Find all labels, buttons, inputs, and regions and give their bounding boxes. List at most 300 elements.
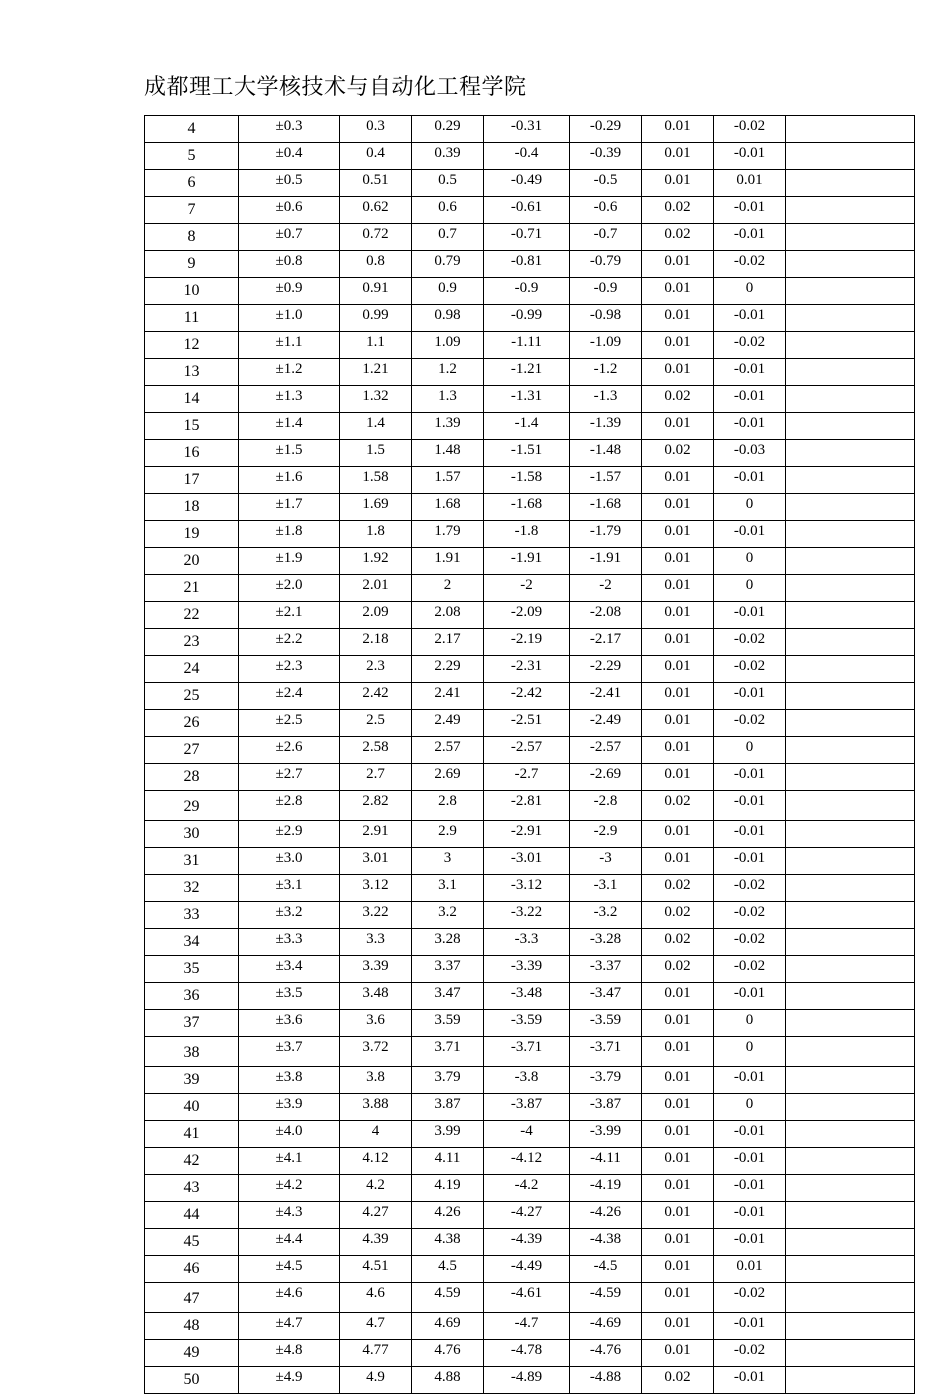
value-cell: 3.39 (340, 956, 412, 983)
value-cell: 3.79 (412, 1067, 484, 1094)
empty-cell (786, 1256, 915, 1283)
value-cell: 3.22 (340, 902, 412, 929)
value-cell: -2.17 (570, 629, 642, 656)
range-cell: ±2.0 (239, 575, 340, 602)
table-row (145, 848, 915, 875)
table-row (145, 548, 915, 575)
value-cell: 0.91 (340, 278, 412, 305)
table-row (145, 116, 915, 143)
error-cell: 0.01 (642, 1010, 714, 1037)
value-cell: 1.79 (412, 521, 484, 548)
range-cell: ±1.0 (239, 305, 340, 332)
value-cell: -0.29 (570, 116, 642, 143)
table-row (145, 386, 915, 413)
value-cell: -4.2 (484, 1175, 570, 1202)
value-cell: 0.6 (412, 197, 484, 224)
value-cell: 2.82 (340, 791, 412, 821)
value-cell: -3 (570, 848, 642, 875)
value-cell: 3.12 (340, 875, 412, 902)
error-cell: 0 (714, 494, 786, 521)
table-row (145, 1367, 915, 1394)
error-cell: 0.01 (642, 710, 714, 737)
row-index: 39 (145, 1067, 239, 1094)
error-cell: 0.01 (642, 656, 714, 683)
row-index: 50 (145, 1367, 239, 1394)
table-row (145, 521, 915, 548)
empty-cell (786, 737, 915, 764)
empty-cell (786, 521, 915, 548)
value-cell: -3.28 (570, 929, 642, 956)
range-cell: ±2.1 (239, 602, 340, 629)
value-cell: -1.48 (570, 440, 642, 467)
error-cell: 0.01 (714, 170, 786, 197)
error-cell: 0.01 (714, 1256, 786, 1283)
error-cell: 0.01 (642, 1340, 714, 1367)
error-cell: 0.01 (642, 332, 714, 359)
error-cell: -0.02 (714, 629, 786, 656)
range-cell: ±4.5 (239, 1256, 340, 1283)
value-cell: 4.77 (340, 1340, 412, 1367)
value-cell: 3.8 (340, 1067, 412, 1094)
row-index: 24 (145, 656, 239, 683)
value-cell: 4.39 (340, 1229, 412, 1256)
value-cell: -2.9 (570, 821, 642, 848)
row-index: 43 (145, 1175, 239, 1202)
value-cell: 2.69 (412, 764, 484, 791)
table-row (145, 1175, 915, 1202)
value-cell: 1.68 (412, 494, 484, 521)
value-cell: 3.37 (412, 956, 484, 983)
value-cell: -3.99 (570, 1121, 642, 1148)
error-cell: 0.01 (642, 821, 714, 848)
value-cell: -4.69 (570, 1313, 642, 1340)
value-cell: 2.7 (340, 764, 412, 791)
value-cell: -1.4 (484, 413, 570, 440)
error-cell: 0.02 (642, 386, 714, 413)
value-cell: 4.76 (412, 1340, 484, 1367)
error-cell: 0.02 (642, 929, 714, 956)
value-cell: 0.29 (412, 116, 484, 143)
value-cell: 3.6 (340, 1010, 412, 1037)
value-cell: -4.27 (484, 1202, 570, 1229)
value-cell: 1.58 (340, 467, 412, 494)
row-index: 20 (145, 548, 239, 575)
error-cell: 0.01 (642, 494, 714, 521)
empty-cell (786, 1283, 915, 1313)
empty-cell (786, 359, 915, 386)
value-cell: 3.28 (412, 929, 484, 956)
empty-cell (786, 575, 915, 602)
value-cell: 2.49 (412, 710, 484, 737)
value-cell: -0.61 (484, 197, 570, 224)
value-cell: -2 (484, 575, 570, 602)
value-cell: -4.12 (484, 1148, 570, 1175)
row-index: 49 (145, 1340, 239, 1367)
table-row (145, 1313, 915, 1340)
error-cell: 0.01 (642, 1202, 714, 1229)
value-cell: -4.89 (484, 1367, 570, 1394)
value-cell: 4.88 (412, 1367, 484, 1394)
table-row (145, 440, 915, 467)
value-cell: 1.8 (340, 521, 412, 548)
row-index: 10 (145, 278, 239, 305)
empty-cell (786, 683, 915, 710)
value-cell: -2.57 (570, 737, 642, 764)
error-cell: -0.01 (714, 1121, 786, 1148)
value-cell: -2.19 (484, 629, 570, 656)
error-cell: 0.01 (642, 1313, 714, 1340)
error-cell: 0.01 (642, 1229, 714, 1256)
error-cell: -0.02 (714, 956, 786, 983)
value-cell: 0.72 (340, 224, 412, 251)
value-cell: -2.31 (484, 656, 570, 683)
empty-cell (786, 791, 915, 821)
value-cell: 1.21 (340, 359, 412, 386)
error-cell: -0.01 (714, 683, 786, 710)
value-cell: 2.5 (340, 710, 412, 737)
value-cell: 2.18 (340, 629, 412, 656)
error-cell: 0.01 (642, 602, 714, 629)
range-cell: ±0.6 (239, 197, 340, 224)
row-index: 38 (145, 1037, 239, 1067)
error-cell: -0.01 (714, 359, 786, 386)
value-cell: -1.21 (484, 359, 570, 386)
range-cell: ±1.6 (239, 467, 340, 494)
empty-cell (786, 467, 915, 494)
range-cell: ±0.9 (239, 278, 340, 305)
value-cell: -4.39 (484, 1229, 570, 1256)
range-cell: ±4.7 (239, 1313, 340, 1340)
error-cell: -0.01 (714, 143, 786, 170)
error-cell: -0.01 (714, 1148, 786, 1175)
error-cell: 0.01 (642, 1037, 714, 1067)
range-cell: ±1.9 (239, 548, 340, 575)
row-index: 18 (145, 494, 239, 521)
range-cell: ±1.3 (239, 386, 340, 413)
value-cell: 4.11 (412, 1148, 484, 1175)
empty-cell (786, 929, 915, 956)
value-cell: -3.12 (484, 875, 570, 902)
value-cell: -0.71 (484, 224, 570, 251)
error-cell: -0.02 (714, 1340, 786, 1367)
error-cell: 0.01 (642, 848, 714, 875)
range-cell: ±3.8 (239, 1067, 340, 1094)
error-cell: -0.01 (714, 1313, 786, 1340)
value-cell: -1.8 (484, 521, 570, 548)
value-cell: 2.29 (412, 656, 484, 683)
value-cell: 3.99 (412, 1121, 484, 1148)
range-cell: ±4.4 (239, 1229, 340, 1256)
value-cell: 2.3 (340, 656, 412, 683)
range-cell: ±1.5 (239, 440, 340, 467)
value-cell: -2.91 (484, 821, 570, 848)
value-cell: -4.78 (484, 1340, 570, 1367)
value-cell: -0.49 (484, 170, 570, 197)
value-cell: 1.09 (412, 332, 484, 359)
empty-cell (786, 305, 915, 332)
error-cell: 0.01 (642, 983, 714, 1010)
value-cell: 3.88 (340, 1094, 412, 1121)
value-cell: 1.2 (412, 359, 484, 386)
error-cell: 0.02 (642, 956, 714, 983)
row-index: 8 (145, 224, 239, 251)
value-cell: -3.87 (484, 1094, 570, 1121)
value-cell: 1.92 (340, 548, 412, 575)
value-cell: -1.39 (570, 413, 642, 440)
error-cell: 0 (714, 1037, 786, 1067)
row-index: 22 (145, 602, 239, 629)
error-cell: 0.02 (642, 440, 714, 467)
range-cell: ±3.3 (239, 929, 340, 956)
value-cell: -4.61 (484, 1283, 570, 1313)
error-cell: 0.02 (642, 791, 714, 821)
empty-cell (786, 251, 915, 278)
value-cell: 0.9 (412, 278, 484, 305)
value-cell: 4.51 (340, 1256, 412, 1283)
table-row (145, 875, 915, 902)
row-index: 14 (145, 386, 239, 413)
error-cell: -0.02 (714, 710, 786, 737)
value-cell: 4.27 (340, 1202, 412, 1229)
value-cell: 4.12 (340, 1148, 412, 1175)
row-index: 33 (145, 902, 239, 929)
empty-cell (786, 1175, 915, 1202)
value-cell: -1.51 (484, 440, 570, 467)
range-cell: ±3.7 (239, 1037, 340, 1067)
value-cell: 4 (340, 1121, 412, 1148)
empty-cell (786, 902, 915, 929)
value-cell: 4.5 (412, 1256, 484, 1283)
value-cell: 4.26 (412, 1202, 484, 1229)
error-cell: 0.02 (642, 902, 714, 929)
range-cell: ±3.5 (239, 983, 340, 1010)
empty-cell (786, 1121, 915, 1148)
value-cell: 3.3 (340, 929, 412, 956)
error-cell: 0.01 (642, 1283, 714, 1313)
row-index: 5 (145, 143, 239, 170)
error-cell: 0.02 (642, 197, 714, 224)
table-row (145, 575, 915, 602)
error-cell: -0.02 (714, 875, 786, 902)
error-cell: 0.01 (642, 278, 714, 305)
error-cell: -0.02 (714, 656, 786, 683)
value-cell: 2.01 (340, 575, 412, 602)
range-cell: ±1.8 (239, 521, 340, 548)
error-cell: 0.01 (642, 467, 714, 494)
error-cell: 0.01 (642, 764, 714, 791)
table-row (145, 1148, 915, 1175)
row-index: 46 (145, 1256, 239, 1283)
empty-cell (786, 143, 915, 170)
value-cell: 4.7 (340, 1313, 412, 1340)
value-cell: 3.01 (340, 848, 412, 875)
value-cell: -3.2 (570, 902, 642, 929)
empty-cell (786, 278, 915, 305)
empty-cell (786, 197, 915, 224)
range-cell: ±1.4 (239, 413, 340, 440)
value-cell: 2.57 (412, 737, 484, 764)
empty-cell (786, 710, 915, 737)
value-cell: 1.69 (340, 494, 412, 521)
table-body (145, 116, 915, 1394)
value-cell: -3.79 (570, 1067, 642, 1094)
value-cell: 0.99 (340, 305, 412, 332)
row-index: 47 (145, 1283, 239, 1313)
value-cell: -4.59 (570, 1283, 642, 1313)
table-row (145, 929, 915, 956)
error-cell: -0.01 (714, 1067, 786, 1094)
error-cell: 0.01 (642, 737, 714, 764)
value-cell: -1.09 (570, 332, 642, 359)
error-cell: 0.01 (642, 359, 714, 386)
value-cell: 2.58 (340, 737, 412, 764)
row-index: 15 (145, 413, 239, 440)
row-index: 29 (145, 791, 239, 821)
page-header-title: 成都理工大学核技术与自动化工程学院 (144, 75, 527, 100)
row-index: 21 (145, 575, 239, 602)
empty-cell (786, 1313, 915, 1340)
error-cell: 0.01 (642, 116, 714, 143)
empty-cell (786, 1037, 915, 1067)
range-cell: ±2.8 (239, 791, 340, 821)
empty-cell (786, 548, 915, 575)
empty-cell (786, 1367, 915, 1394)
value-cell: -4.49 (484, 1256, 570, 1283)
value-cell: -0.9 (484, 278, 570, 305)
value-cell: 2.42 (340, 683, 412, 710)
table-row (145, 170, 915, 197)
data-table (144, 115, 915, 1394)
value-cell: 3.1 (412, 875, 484, 902)
value-cell: -3.59 (484, 1010, 570, 1037)
value-cell: -0.98 (570, 305, 642, 332)
table-row (145, 1256, 915, 1283)
table-row (145, 143, 915, 170)
table-row (145, 1283, 915, 1313)
value-cell: 3.48 (340, 983, 412, 1010)
error-cell: 0.01 (642, 170, 714, 197)
error-cell: -0.01 (714, 1367, 786, 1394)
empty-cell (786, 848, 915, 875)
error-cell: -0.02 (714, 251, 786, 278)
table-row (145, 467, 915, 494)
value-cell: -3.71 (484, 1037, 570, 1067)
value-cell: 1.57 (412, 467, 484, 494)
row-index: 12 (145, 332, 239, 359)
range-cell: ±4.9 (239, 1367, 340, 1394)
value-cell: 1.5 (340, 440, 412, 467)
range-cell: ±2.4 (239, 683, 340, 710)
range-cell: ±4.0 (239, 1121, 340, 1148)
table-row (145, 602, 915, 629)
error-cell: 0.01 (642, 629, 714, 656)
value-cell: -0.99 (484, 305, 570, 332)
range-cell: ±2.9 (239, 821, 340, 848)
table-row (145, 1202, 915, 1229)
range-cell: ±3.6 (239, 1010, 340, 1037)
empty-cell (786, 821, 915, 848)
table-row (145, 494, 915, 521)
row-index: 28 (145, 764, 239, 791)
value-cell: 1.91 (412, 548, 484, 575)
value-cell: 4.2 (340, 1175, 412, 1202)
value-cell: 0.51 (340, 170, 412, 197)
value-cell: -1.31 (484, 386, 570, 413)
value-cell: -4.38 (570, 1229, 642, 1256)
value-cell: -1.68 (570, 494, 642, 521)
value-cell: 0.7 (412, 224, 484, 251)
empty-cell (786, 1067, 915, 1094)
error-cell: 0.02 (642, 224, 714, 251)
error-cell: -0.01 (714, 224, 786, 251)
value-cell: 2.09 (340, 602, 412, 629)
value-cell: -1.58 (484, 467, 570, 494)
error-cell: 0 (714, 548, 786, 575)
range-cell: ±0.4 (239, 143, 340, 170)
value-cell: 2.8 (412, 791, 484, 821)
range-cell: ±3.0 (239, 848, 340, 875)
value-cell: -2.41 (570, 683, 642, 710)
value-cell: -2 (570, 575, 642, 602)
empty-cell (786, 440, 915, 467)
empty-cell (786, 875, 915, 902)
row-index: 11 (145, 305, 239, 332)
value-cell: -2.7 (484, 764, 570, 791)
row-index: 17 (145, 467, 239, 494)
value-cell: -4.19 (570, 1175, 642, 1202)
value-cell: 4.59 (412, 1283, 484, 1313)
value-cell: -2.08 (570, 602, 642, 629)
error-cell: 0.01 (642, 413, 714, 440)
value-cell: -4.88 (570, 1367, 642, 1394)
value-cell: -1.57 (570, 467, 642, 494)
row-index: 34 (145, 929, 239, 956)
value-cell: 2.91 (340, 821, 412, 848)
value-cell: -0.6 (570, 197, 642, 224)
table-row (145, 683, 915, 710)
value-cell: -4.11 (570, 1148, 642, 1175)
value-cell: -2.09 (484, 602, 570, 629)
error-cell: 0.01 (642, 548, 714, 575)
table-row (145, 1121, 915, 1148)
value-cell: 0.5 (412, 170, 484, 197)
table-row (145, 737, 915, 764)
error-cell: 0.01 (642, 575, 714, 602)
value-cell: 2.41 (412, 683, 484, 710)
table-row (145, 251, 915, 278)
value-cell: 0.3 (340, 116, 412, 143)
empty-cell (786, 602, 915, 629)
empty-cell (786, 983, 915, 1010)
value-cell: 0.4 (340, 143, 412, 170)
range-cell: ±2.7 (239, 764, 340, 791)
error-cell: 0.02 (642, 875, 714, 902)
error-cell: 0 (714, 278, 786, 305)
value-cell: 2.9 (412, 821, 484, 848)
value-cell: -1.11 (484, 332, 570, 359)
row-index: 37 (145, 1010, 239, 1037)
value-cell: -2.29 (570, 656, 642, 683)
table-row (145, 821, 915, 848)
row-index: 13 (145, 359, 239, 386)
row-index: 26 (145, 710, 239, 737)
error-cell: 0.01 (642, 683, 714, 710)
value-cell: 3.2 (412, 902, 484, 929)
table-row (145, 1010, 915, 1037)
value-cell: -2.42 (484, 683, 570, 710)
range-cell: ±4.3 (239, 1202, 340, 1229)
empty-cell (786, 413, 915, 440)
